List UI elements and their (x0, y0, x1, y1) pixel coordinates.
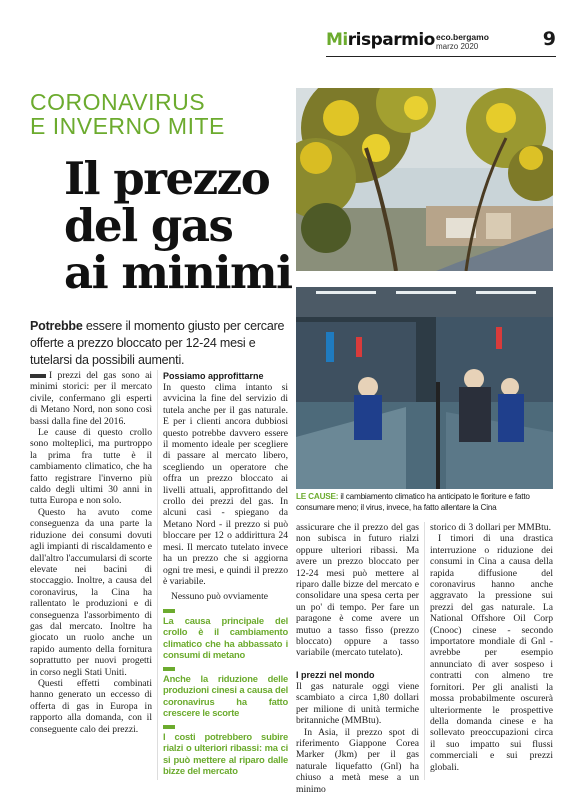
paragraph: I timori di una drastica interruzione o riduzione dei consumi in Cina a causa della rapida diffusione del coronavirus hanno anche aggravato la pressione sui prezzi del gas naturale. La National Offshore Oil Corp (Cnooc) cinese - secondo importatore mondiale di Gnl - avrebbe per esempio annunciato di aver sospeso i contratti con almeno tre fornitori. Per gli analisti la mossa probabilmente oscurerà ulteriormente le prospettive della domanda cinese e ha sollevato preoccupazioni circa il suo impatto sui flussi commerciali e sui prezzi globali. (430, 533, 553, 773)
paragraph: storico di 3 dollari per MMBtu. (430, 522, 551, 533)
paragraph: Le cause di questo crollo sono molteplici, ma purtroppo la prima fra tutte è il cambiamento climatico, che ha fatto registrare l'inverno più caldo degli ultimi 30 anni in tutta Europa e non solo. (30, 427, 152, 507)
headline: Il prezzo del gas ai minimi (64, 152, 292, 299)
publication-info (436, 33, 489, 51)
paragraph: Questo ha avuto come conseguenza da una parte la riduzione dei consumi dovuti agli impianti di riscaldamento e dall'altro l'accumularsi di scorte elevate nei bacini di stoccaggio. Inoltre, a causa del coronavirus, la Cina ha rallentato le produzioni e di conseguenza l'assorbimento di gas dal mercato. Inoltre ha giocato un ruolo anche un rapido aumento della fornitura soprattutto per nuovi progetti in corso negli Stati Uniti. (30, 506, 153, 678)
column-divider (157, 370, 158, 780)
column-4 (430, 522, 553, 773)
paragraph: In Asia, il prezzo spot di riferimento Giappone Corea Marker (Jkm) per il gas naturale liquefatto (Gnl) ha chiuso a metà mese a un minimo (296, 726, 419, 795)
factory-photo (296, 287, 553, 489)
column-3 (296, 522, 419, 795)
paragraph: I prezzi del gas sono ai minimi storici: per il mercato civile, confermano gli esperti di Metano Nord, non sono così bassi dalla fine del 2016. (30, 370, 152, 427)
paragraph: Il gas naturale oggi viene scambiato a circa 1,80 dollari per milione di unità termiche britanniche (MMBtu). (296, 680, 419, 727)
pull-quote: La causa principale del crollo è il cambiamento climatico che ha abbassato i consumi di metano (163, 614, 288, 661)
publication-site: eco.bergamo (436, 32, 489, 42)
pull-quote-mark (163, 725, 175, 729)
paragraph: Nessuno può ovviamente (171, 591, 268, 603)
start-mark (30, 374, 46, 378)
page-header (326, 30, 556, 54)
column-divider (424, 522, 425, 780)
column-1 (30, 370, 152, 735)
photo-caption: LE CAUSE: il cambiamento climatico ha anticipato le fioriture e fatto consumare meno; il virus, invece, ha fatto allentare la Cina (296, 492, 530, 512)
kicker: CORONAVIRUS E INVERNO MITE (30, 89, 225, 139)
publication-date: marzo 2020 (436, 42, 479, 51)
paragraph: In questo clima intanto si avvicina la fine del servizio di tutela anche per il gas naturale. E per i clienti ancora dubbiosi questo potrebbe davvero essere il momento ideale per scegliere di passare al mercato libero, scegliendo un operatore che offra un prezzo bloccato ai livelli attuali, approfittando del crollo dei prezzi del gas. In alcuni casi - spiegano da Metano Nord - il prezzo si può bloccare per 12 o addirittura 24 mesi. Il mercato tutelato invece ha un prezzo che si aggiorna ogni tre mesi, e quindi il prezzo è variabile. (163, 382, 288, 587)
paragraph: assicurare che il prezzo del gas non subisca in futuro rialzi oppure ulteriori ribassi. Ma avere un prezzo bloccato per 12-24 mesi può mettere al riparo dalle bizze del mercato e consolidare una spesa certa per un po' di tempo. Per fare un paragone è come avere un mutuo a tasso fisso (prezzo bloccato) oppure a tasso variabile (mercato tutelato). (296, 522, 419, 659)
pull-quote-mark (163, 667, 175, 671)
subheading: Possiamo approfittarne (163, 371, 264, 381)
subheading: I prezzi nel mondo (296, 669, 375, 680)
page-number: 9 (542, 28, 556, 50)
section-title: Mirisparmio (326, 30, 435, 50)
paragraph: Questi effetti combinati hanno generato un eccesso di offerta di gas in Europa in rapporto alla domanda, con il conseguente calo dei prezzi. (30, 677, 152, 735)
pull-quote-mark (163, 609, 175, 613)
mimosa-photo (296, 88, 553, 271)
pull-quote: I costi potrebbero subire rialzi o ulteriori ribassi: ma ci si può mettere al riparo dalle bizze del mercato (163, 730, 288, 777)
lead-paragraph: Potrebbe essere il momento giusto per cercare offerte a prezzo bloccato per 12-24 mesi e tutelarsi da possibili aumenti. (30, 319, 285, 367)
header-rule (326, 56, 556, 57)
pull-quote: Anche la riduzione delle produzioni cinesi a causa del coronavirus ha fatto crescere le scorte (163, 672, 288, 719)
column-2 (163, 370, 288, 777)
